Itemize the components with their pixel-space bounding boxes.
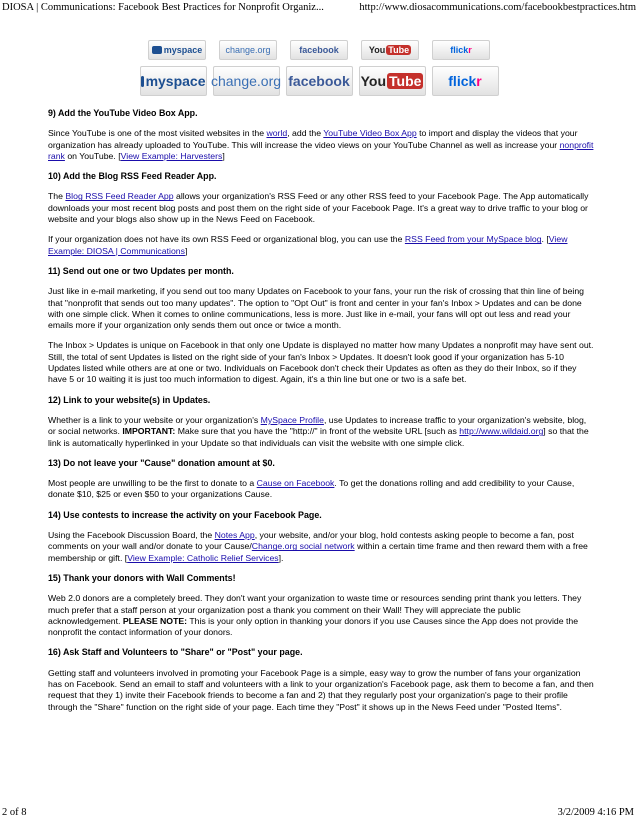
- page-url: http://www.diosacommunications.com/facebookbestpractices.htm: [359, 2, 636, 13]
- facebook-logo[interactable]: facebook: [286, 66, 353, 96]
- section-heading: 10) Add the Blog RSS Feed Reader App.: [48, 171, 217, 182]
- myspace-icon: [152, 46, 162, 54]
- paragraph: The Inbox > Updates is unique on Facebook in that only one Update is displayed no matter how many Updates a nonprofit may have sent out. Still, the total of sent Updates is listed on the right side of your fan's Inbox > Updates. It doesn't look good if your organization has 5-10 Updates listed while others are at one or two. Individuals on Facebook don't check their Updates as often as they do their Inbox, so if they have 5 or 10 waiting it is just too much information to digest. Again, it's a thin line but one or two is a safe bet.: [48, 340, 594, 385]
- youtube-logo-small[interactable]: You Tube: [361, 40, 419, 60]
- link-wildaid[interactable]: http://www.wildaid.org: [459, 426, 544, 437]
- flickr-logo[interactable]: flick r: [432, 66, 499, 96]
- paragraph: If your organization does not have its own RSS Feed or organizational blog, you can use the RSS Feed from your MySpace blog. [View Example: DIOSA | Communications]: [48, 234, 568, 256]
- print-header: [2, 2, 636, 16]
- article-content: [48, 108, 594, 722]
- large-logo-row: [0, 66, 638, 96]
- section-heading: 11) Send out one or two Updates per month.: [48, 265, 234, 276]
- paragraph: Getting staff and volunteers involved in promoting your Facebook Page is a simple, easy way to grow the number of fans your organization has on Facebook. Send an email to staff and volunteers with a link to your organization's Facebook page, ask them to become a fan, and then request that they 1) invite their Facebook friends to become a fan and 2) that they regularly post your organization's page to their profile through the "Share" function on the right side of your page. Each time they "Post" it shows up in the News Feed under "Posted Items".: [48, 667, 594, 712]
- page-title: DIOSA | Communications: Facebook Best Practices for Nonprofit Organiz...: [2, 2, 324, 13]
- link-world[interactable]: world: [266, 128, 288, 139]
- paragraph: Web 2.0 donors are a completely breed. They don't want your organization to waste time or resources sending print thank you letters. They much prefer that a staff person at your organization post a thank you comment on their Wall! They will appreciate the public acknowledgement. PLEASE NOTE: This is your only option in thanking your donors if you use Causes since the App does not provide the nonprofit the contact information of your donors.: [48, 593, 582, 638]
- link-example-catholic-relief-services[interactable]: View Example: Catholic Relief Services: [127, 552, 279, 563]
- change-org-logo[interactable]: change.org: [213, 66, 280, 96]
- link-youtube-video-box-app[interactable]: YouTube Video Box App: [323, 128, 417, 139]
- link-change-org-social-network[interactable]: Change.org social network: [251, 541, 355, 552]
- small-logo-row: [0, 40, 638, 60]
- youtube-logo[interactable]: You Tube: [359, 66, 426, 96]
- section-heading: 16) Ask Staff and Volunteers to "Share" or "Post" your page.: [48, 647, 303, 658]
- change-org-logo-small[interactable]: change.org: [219, 40, 277, 60]
- myspace-icon: [141, 76, 144, 87]
- paragraph: Whether is a link to your website or your organization's MySpace Profile, use Updates to increase traffic to your organization's website, blog, or social networks. IMPORTANT: Make sure that you have the "http://" in front of the website URL [such as http://www.wildaid.org] so that the link is automatically hyperlinked in your Update so that individuals can visit the website with one simple click.: [48, 414, 589, 448]
- page-number: 2 of 8: [2, 807, 27, 818]
- section-heading: 15) Thank your donors with Wall Comments!: [48, 572, 236, 583]
- paragraph: Just like in e-mail marketing, if you send out too many Updates on Facebook to your fans, your run the risk of crossing that thin line of being that "nonprofit that sends out too many updates". The option to "Opt Out" is front and center in your fan's Inbox > Updates and can be done with one simple click. When it comes to online communications, less is more. Just like in e-mail, your fans will opt out less and read your emails more if your organization only sends them out once or twice a month.: [48, 286, 585, 331]
- print-footer: [2, 807, 634, 821]
- print-datetime: 3/2/2009 4:16 PM: [557, 807, 634, 818]
- section-heading: 12) Link to your website(s) in Updates.: [48, 394, 211, 405]
- link-nonprofit-rank[interactable]: nonprofit rank: [48, 139, 594, 161]
- link-cause-on-facebook[interactable]: Cause on Facebook: [256, 478, 335, 489]
- paragraph: The Blog RSS Feed Reader App allows your organization's RSS Feed or any other RSS feed to your Facebook Page. The App automatically downloads your most recent blog posts and post them on the right side of your Facebook Page. It's a great way to drive traffic to your blog or website and your blogs also show up in the News Feed on Facebook.: [48, 191, 589, 225]
- link-example-diosa[interactable]: View Example: DIOSA | Communications: [48, 234, 568, 256]
- link-blog-rss-feed-reader-app[interactable]: Blog RSS Feed Reader App: [65, 191, 174, 202]
- link-example-harvesters[interactable]: View Example: Harvesters: [120, 150, 223, 161]
- myspace-logo[interactable]: myspace: [140, 66, 207, 96]
- section-heading: 13) Do not leave your "Cause" donation amount at $0.: [48, 457, 275, 468]
- section-heading: 9) Add the YouTube Video Box App.: [48, 108, 198, 118]
- paragraph: Using the Facebook Discussion Board, the Notes App, your website, and/or your blog, hold contests asking people to become a fan, post comments on your wall and/or donate to your Cause/Change.org social network within a certain time frame and then reward them with a free membership or gift. [View Example: Catholic Relief Services].: [48, 530, 588, 563]
- facebook-logo-small[interactable]: facebook: [290, 40, 348, 60]
- paragraph: Since YouTube is one of the most visited websites in the world, add the YouTube Video Box App to import and display the videos that your organization has already uploaded to YouTube. This will increase the video views on your YouTube Channel as well as increase your nonprofit rank on YouTube. [View Example: Harvesters]: [48, 128, 594, 161]
- myspace-logo-small[interactable]: myspace: [148, 40, 206, 60]
- link-notes-app[interactable]: Notes App: [214, 530, 255, 541]
- section-heading: 14) Use contests to increase the activity on your Facebook Page.: [48, 509, 322, 520]
- link-myspace-profile[interactable]: MySpace Profile: [260, 414, 324, 425]
- link-myspace-rss-feed[interactable]: RSS Feed from your MySpace blog: [404, 234, 542, 245]
- paragraph: Most people are unwilling to be the first to donate to a Cause on Facebook. To get the donations rolling and add credibility to your Cause, donate $10, $25 or even $50 to your organizations Cause.: [48, 478, 575, 500]
- flickr-logo-small[interactable]: flick r: [432, 40, 490, 60]
